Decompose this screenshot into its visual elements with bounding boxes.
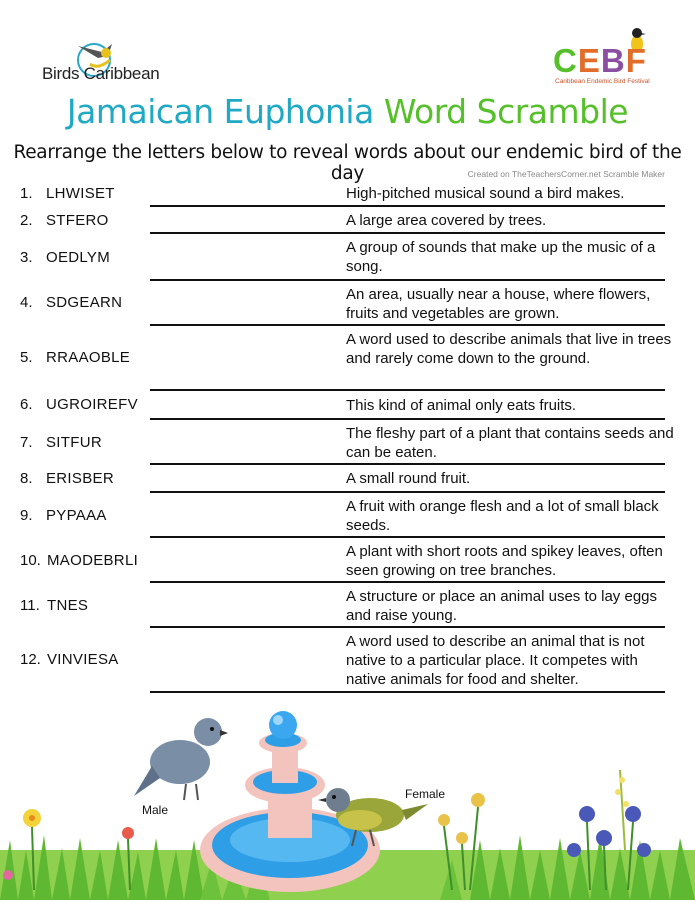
- item-number: 6.: [20, 396, 33, 413]
- cebf-letter: F: [625, 42, 647, 79]
- page-title: [0, 92, 695, 131]
- cebf-wordmark: [553, 42, 647, 80]
- female-label: Female: [405, 787, 446, 801]
- clue-text: A fruit with orange flesh and a lot of small black seeds.: [346, 498, 659, 534]
- item-number: 3.: [20, 249, 33, 266]
- item-number: 4.: [20, 294, 33, 311]
- male-label: Male: [142, 803, 169, 817]
- item-number: 8.: [20, 470, 33, 487]
- clue-text: A small round fruit.: [346, 470, 471, 487]
- clue-text: A large area covered by trees.: [346, 212, 547, 229]
- scrambled-word: TNES: [47, 597, 89, 614]
- answer-line[interactable]: [150, 536, 665, 538]
- male-bird-icon: [134, 718, 228, 800]
- cebf-letter: E: [577, 42, 601, 79]
- item-number: 11.: [20, 597, 40, 614]
- answer-line[interactable]: [150, 463, 665, 465]
- clue-text: A word used to describe animals that live in trees and rarely come down to the ground.: [346, 331, 672, 367]
- item-number: 7.: [20, 434, 33, 451]
- scrambled-word: MAODEBRLI: [47, 552, 139, 569]
- answer-line[interactable]: [150, 279, 665, 281]
- answer-line[interactable]: [150, 418, 665, 420]
- item-number: 1.: [20, 185, 33, 202]
- cebf-letter: C: [553, 42, 578, 79]
- scrambled-word: SDGEARN: [46, 294, 123, 311]
- answer-line[interactable]: [150, 205, 665, 207]
- birdscaribbean-logo: [40, 38, 180, 90]
- clue-text: High-pitched musical sound a bird makes.: [346, 185, 625, 202]
- answer-line[interactable]: [150, 232, 665, 234]
- title-species: Jamaican Euphonia: [66, 92, 374, 131]
- item-number: 12.: [20, 651, 41, 668]
- clue-text: An area, usually near a house, where flowers, fruits and vegetables are grown.: [346, 286, 651, 322]
- cebf-subtitle: Caribbean Endemic Bird Festival: [555, 78, 650, 85]
- answer-line[interactable]: [150, 324, 665, 326]
- cebf-letter: B: [600, 42, 626, 79]
- scrambled-word: VINVIESA: [47, 651, 119, 668]
- clue-text: A structure or place an animal uses to lay eggs and raise young.: [346, 588, 658, 624]
- answer-line[interactable]: [150, 581, 665, 583]
- item-number: 5.: [20, 349, 33, 366]
- scrambled-word: LHWISET: [46, 185, 115, 202]
- answer-line[interactable]: [150, 389, 665, 391]
- scrambled-word: ERISBER: [46, 470, 114, 487]
- scrambled-word: OEDLYM: [46, 249, 111, 266]
- instructions: Rearrange the letters below to reveal words about our endemic bird of the day: [13, 142, 682, 184]
- clue-text: A group of sounds that make up the music of a song.: [346, 239, 656, 275]
- answer-line[interactable]: [150, 491, 665, 493]
- scrambled-word: RRAAOBLE: [46, 349, 131, 366]
- answer-line[interactable]: [150, 691, 665, 693]
- scrambled-word: STFERO: [46, 212, 109, 229]
- item-number: 10.: [20, 552, 41, 569]
- scrambled-word: SITFUR: [46, 434, 102, 451]
- item-number: 9.: [20, 507, 33, 524]
- item-number: 2.: [20, 212, 33, 229]
- scrambled-word: PYPAAA: [46, 507, 107, 524]
- clue-text: The fleshy part of a plant that contains seeds and can be eaten.: [346, 425, 674, 461]
- title-activity: Word Scramble: [383, 92, 629, 131]
- cebf-logo: [553, 28, 663, 88]
- bird-bath-illustration: [0, 700, 695, 900]
- answer-line[interactable]: [150, 626, 665, 628]
- clue-text: A plant with short roots and spikey leaves, often seen growing on tree branches.: [346, 543, 663, 579]
- clue-text: This kind of animal only eats fruits.: [346, 397, 577, 414]
- credit-text: Created on TheTeachersCorner.net Scramble Maker: [467, 169, 665, 179]
- logo-left-text: Birds Caribbean: [42, 64, 160, 83]
- clue-text: A word used to describe an animal that is not native to a particular place. It competes with native animals for food and shelter.: [346, 633, 645, 688]
- scrambled-word: UGROIREFV: [46, 396, 138, 413]
